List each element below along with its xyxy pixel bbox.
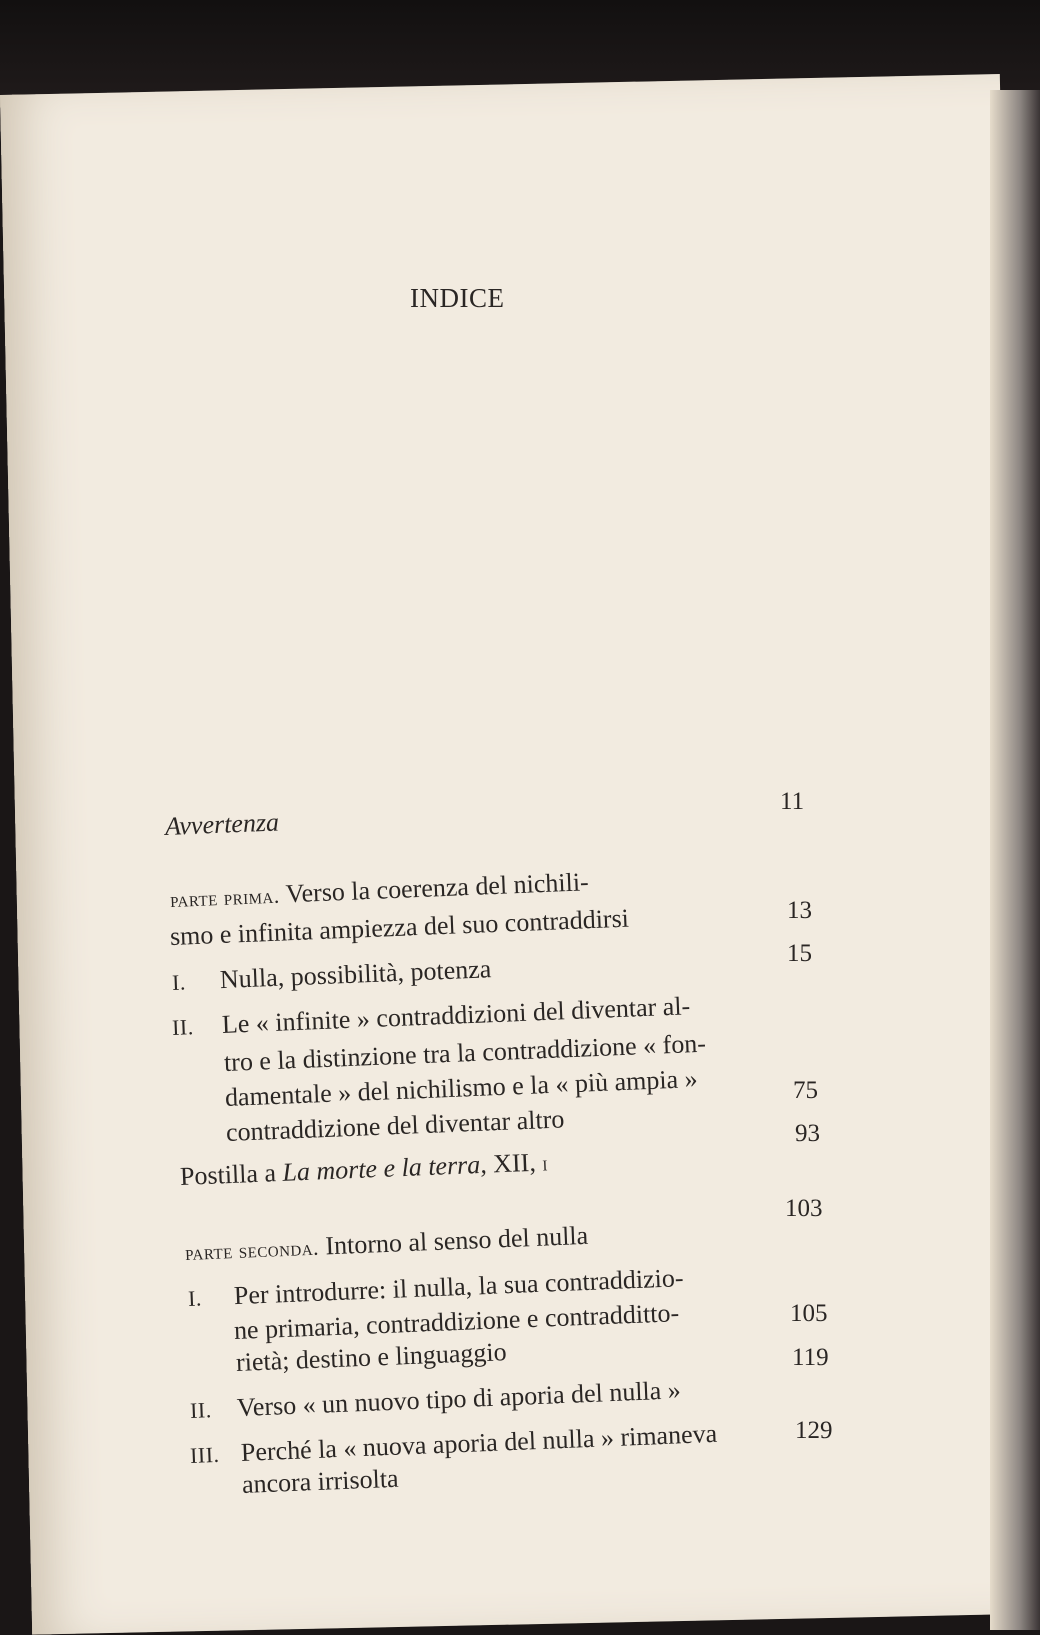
line: Le « infinite » contraddizioni del diventar al- — [221, 991, 691, 1039]
line: tro e la distinzione tra la contraddizione « fon- — [223, 1028, 707, 1077]
line: contraddizione del diventar altro — [225, 1104, 565, 1147]
page-number: 11 — [780, 788, 805, 815]
chapter-number: II. — [171, 1014, 195, 1040]
page-number: 129 — [795, 1417, 833, 1444]
page-number: 119 — [792, 1344, 829, 1371]
page-title: INDICE — [410, 283, 505, 313]
chapter-title: Nulla, possibilità, potenza — [219, 954, 492, 995]
line: Verso la coerenza del nichili- — [285, 867, 590, 909]
page-number: 105 — [790, 1300, 828, 1327]
line: ancora irrisolta — [241, 1463, 400, 1499]
chapter-number: II. — [189, 1397, 213, 1423]
page-number: 93 — [795, 1120, 820, 1147]
chapter-number: III. — [189, 1441, 220, 1468]
page-number: 75 — [793, 1077, 818, 1104]
line: Per introdurre: il nulla, la sua contraddizio- — [233, 1263, 684, 1311]
line: smo e infinita ampiezza del suo contraddirsi — [169, 903, 630, 951]
part-label: parte seconda. — [184, 1234, 320, 1265]
line: Intorno al senso del nulla — [324, 1220, 589, 1261]
text: La morte e la terra, — [281, 1149, 488, 1187]
page-number: 15 — [787, 940, 812, 967]
page-edge — [990, 90, 1040, 1630]
text: XII, — [486, 1147, 543, 1179]
chapter-number: I. — [187, 1285, 203, 1311]
text: Postilla a — [179, 1157, 284, 1191]
page-number: 13 — [787, 897, 812, 924]
page-number: 103 — [785, 1195, 823, 1222]
line: damentale » del nichilismo e la « più ampia » — [224, 1064, 699, 1112]
line: Perché la « nuova aporia del nulla » rimaneva — [240, 1418, 718, 1467]
line: rietà; destino e linguaggio — [235, 1337, 508, 1377]
chapter-number: I. — [171, 969, 187, 995]
toc-avvertenza: Avvertenza — [164, 807, 280, 841]
chapter-title: Verso « un nuovo tipo di aporia del nulla » — [236, 1375, 682, 1423]
part-label: parte prima. — [169, 882, 281, 912]
line: ne primaria, contraddizione e contradditto- — [233, 1298, 680, 1345]
text: i — [541, 1150, 549, 1176]
